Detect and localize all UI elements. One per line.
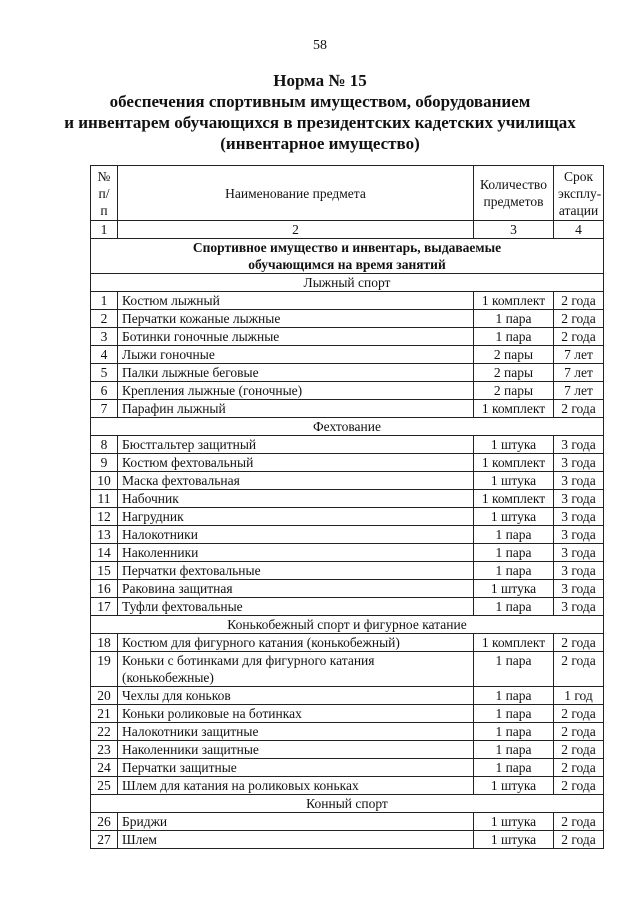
- row-number: 11: [91, 490, 118, 508]
- column-number: 4: [554, 221, 604, 239]
- section-title: Лыжный спорт: [91, 274, 604, 292]
- item-term: 2 года: [554, 328, 604, 346]
- item-name: Палки лыжные беговые: [118, 364, 474, 382]
- item-quantity: 1 штука: [474, 813, 554, 831]
- header-qty: Количество предметов: [474, 166, 554, 221]
- row-number: 3: [91, 328, 118, 346]
- item-name: Бриджи: [118, 813, 474, 831]
- item-term: 2 года: [554, 759, 604, 777]
- main-section-title: Спортивное имущество и инвентарь, выдаваемые обучающимся на время занятий: [91, 239, 604, 274]
- item-quantity: 1 пара: [474, 526, 554, 544]
- table-row: [91, 400, 604, 418]
- row-number: 12: [91, 508, 118, 526]
- row-number: 23: [91, 741, 118, 759]
- row-number: 19: [91, 652, 118, 687]
- table-row: [91, 310, 604, 328]
- item-term: 3 года: [554, 562, 604, 580]
- item-term: 3 года: [554, 472, 604, 490]
- section-row: [91, 274, 604, 292]
- item-term: 3 года: [554, 454, 604, 472]
- item-term: 2 года: [554, 723, 604, 741]
- document-title: [0, 70, 640, 154]
- item-quantity: 1 комплект: [474, 292, 554, 310]
- row-number: 8: [91, 436, 118, 454]
- column-number: 2: [118, 221, 474, 239]
- item-term: 3 года: [554, 490, 604, 508]
- header-row: [91, 166, 604, 221]
- table-row: [91, 598, 604, 616]
- item-name: Наколенники: [118, 544, 474, 562]
- table-row: [91, 364, 604, 382]
- row-number: 17: [91, 598, 118, 616]
- item-name: Раковина защитная: [118, 580, 474, 598]
- item-name: Нагрудник: [118, 508, 474, 526]
- row-number: 9: [91, 454, 118, 472]
- item-quantity: 1 пара: [474, 687, 554, 705]
- row-number: 2: [91, 310, 118, 328]
- row-number: 27: [91, 831, 118, 849]
- table-row: [91, 687, 604, 705]
- item-term: 3 года: [554, 544, 604, 562]
- table-row: [91, 562, 604, 580]
- table-row: [91, 777, 604, 795]
- page-number: 58: [313, 38, 327, 53]
- row-number: 18: [91, 634, 118, 652]
- item-term: 3 года: [554, 598, 604, 616]
- item-term: 3 года: [554, 580, 604, 598]
- table-row: [91, 634, 604, 652]
- item-term: 2 года: [554, 705, 604, 723]
- item-term: 3 года: [554, 526, 604, 544]
- item-quantity: 1 комплект: [474, 400, 554, 418]
- row-number: 20: [91, 687, 118, 705]
- item-term: 2 года: [554, 741, 604, 759]
- item-name: Перчатки защитные: [118, 759, 474, 777]
- item-name: Туфли фехтовальные: [118, 598, 474, 616]
- row-number: 13: [91, 526, 118, 544]
- table-row: [91, 472, 604, 490]
- item-name: Парафин лыжный: [118, 400, 474, 418]
- table-row: [91, 508, 604, 526]
- item-quantity: 1 пара: [474, 310, 554, 328]
- item-quantity: 1 пара: [474, 741, 554, 759]
- item-term: 7 лет: [554, 364, 604, 382]
- row-number: 10: [91, 472, 118, 490]
- row-number: 7: [91, 400, 118, 418]
- table-row: [91, 723, 604, 741]
- item-quantity: 1 штука: [474, 436, 554, 454]
- item-term: 7 лет: [554, 346, 604, 364]
- row-number: 6: [91, 382, 118, 400]
- table-row: [91, 382, 604, 400]
- column-numbers-row: [91, 221, 604, 239]
- table-row: [91, 328, 604, 346]
- section-title: Конный спорт: [91, 795, 604, 813]
- table-row: [91, 580, 604, 598]
- table-row: [91, 705, 604, 723]
- item-term: 2 года: [554, 813, 604, 831]
- section-row: [91, 418, 604, 436]
- table-row: [91, 813, 604, 831]
- title-line-4: (инвентарное имущество): [220, 134, 420, 153]
- item-name: Перчатки фехтовальные: [118, 562, 474, 580]
- item-quantity: 1 штука: [474, 831, 554, 849]
- item-quantity: 1 пара: [474, 598, 554, 616]
- section-title: Фехтование: [91, 418, 604, 436]
- row-number: 22: [91, 723, 118, 741]
- item-name: Лыжи гоночные: [118, 346, 474, 364]
- item-name: Перчатки кожаные лыжные: [118, 310, 474, 328]
- item-name: Бюстгальтер защитный: [118, 436, 474, 454]
- item-quantity: 1 комплект: [474, 634, 554, 652]
- main-section-row: [91, 239, 604, 274]
- item-quantity: 1 пара: [474, 544, 554, 562]
- item-quantity: 1 штука: [474, 472, 554, 490]
- table-row: [91, 436, 604, 454]
- item-name: Набочник: [118, 490, 474, 508]
- header-term: Срок эксплу-атации: [554, 166, 604, 221]
- column-number: 3: [474, 221, 554, 239]
- item-name: Шлем: [118, 831, 474, 849]
- table-row: [91, 652, 604, 687]
- item-name: Коньки роликовые на ботинках: [118, 705, 474, 723]
- item-name: Костюм для фигурного катания (конькобежный): [118, 634, 474, 652]
- item-term: 3 года: [554, 508, 604, 526]
- row-number: 26: [91, 813, 118, 831]
- row-number: 5: [91, 364, 118, 382]
- item-quantity: 2 пары: [474, 364, 554, 382]
- item-name: Крепления лыжные (гоночные): [118, 382, 474, 400]
- item-quantity: 1 пара: [474, 562, 554, 580]
- item-name: Костюм фехтовальный: [118, 454, 474, 472]
- section-title: Конькобежный спорт и фигурное катание: [91, 616, 604, 634]
- section-row: [91, 795, 604, 813]
- item-quantity: 2 пары: [474, 382, 554, 400]
- item-quantity: 1 пара: [474, 723, 554, 741]
- item-term: 2 года: [554, 634, 604, 652]
- row-number: 16: [91, 580, 118, 598]
- item-name: Налокотники защитные: [118, 723, 474, 741]
- row-number: 4: [91, 346, 118, 364]
- column-number: 1: [91, 221, 118, 239]
- row-number: 25: [91, 777, 118, 795]
- title-line-2: обеспечения спортивным имуществом, оборудованием: [109, 92, 531, 111]
- item-name: Шлем для катания на роликовых коньках: [118, 777, 474, 795]
- item-name: Наколенники защитные: [118, 741, 474, 759]
- table-row: [91, 741, 604, 759]
- table-row: [91, 346, 604, 364]
- table-row: [91, 454, 604, 472]
- title-line-1: Норма № 15: [273, 71, 367, 90]
- item-term: 3 года: [554, 436, 604, 454]
- item-quantity: 1 штука: [474, 777, 554, 795]
- item-quantity: 1 штука: [474, 508, 554, 526]
- item-quantity: 2 пары: [474, 346, 554, 364]
- row-number: 1: [91, 292, 118, 310]
- item-term: 2 года: [554, 400, 604, 418]
- item-quantity: 1 пара: [474, 328, 554, 346]
- item-quantity: 1 комплект: [474, 490, 554, 508]
- item-term: 2 года: [554, 310, 604, 328]
- item-name: Маска фехтовальная: [118, 472, 474, 490]
- item-name: Чехлы для коньков: [118, 687, 474, 705]
- table-row: [91, 759, 604, 777]
- table-row: [91, 490, 604, 508]
- item-name: Коньки с ботинками для фигурного катания (конькобежные): [118, 652, 474, 687]
- item-quantity: 1 пара: [474, 759, 554, 777]
- header-num: № п/п: [91, 166, 118, 221]
- row-number: 24: [91, 759, 118, 777]
- row-number: 15: [91, 562, 118, 580]
- title-line-3: и инвентарем обучающихся в президентских кадетских училищах: [64, 113, 576, 132]
- item-quantity: 1 штука: [474, 580, 554, 598]
- header-name: Наименование предмета: [118, 166, 474, 221]
- item-quantity: 1 комплект: [474, 454, 554, 472]
- table-row: [91, 831, 604, 849]
- item-term: 2 года: [554, 652, 604, 687]
- item-term: 1 год: [554, 687, 604, 705]
- item-term: 7 лет: [554, 382, 604, 400]
- item-quantity: 1 пара: [474, 705, 554, 723]
- row-number: 14: [91, 544, 118, 562]
- item-quantity: 1 пара: [474, 652, 554, 687]
- item-term: 2 года: [554, 831, 604, 849]
- item-term: 2 года: [554, 292, 604, 310]
- table-row: [91, 526, 604, 544]
- item-term: 2 года: [554, 777, 604, 795]
- item-name: Костюм лыжный: [118, 292, 474, 310]
- section-row: [91, 616, 604, 634]
- item-name: Налокотники: [118, 526, 474, 544]
- row-number: 21: [91, 705, 118, 723]
- table-row: [91, 292, 604, 310]
- norm-table: [90, 165, 604, 849]
- item-name: Ботинки гоночные лыжные: [118, 328, 474, 346]
- table-row: [91, 544, 604, 562]
